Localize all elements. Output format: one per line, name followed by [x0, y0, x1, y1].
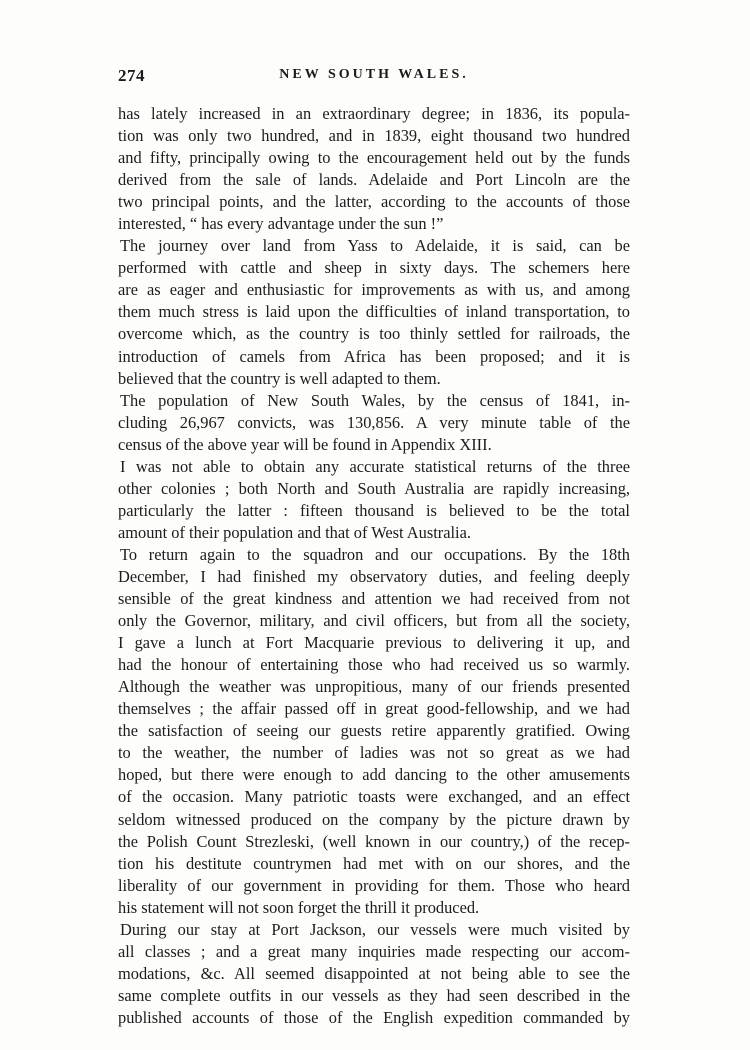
text-line: I was not able to obtain any accurate statistical returns of the three — [120, 456, 630, 476]
text-line: are as eager and enthusiastic for improvements as with us, and among — [118, 280, 630, 300]
text-line: amount of their population and that of West Australia. — [118, 522, 471, 542]
text-line: tion was only two hundred, and in 1839, eight thousand two hundred — [118, 126, 630, 146]
text-line: the Polish Count Strezleski, (well known in our country,) of the recep- — [118, 831, 630, 851]
text-line: To return again to the squadron and our occupations. By the 18th — [120, 544, 630, 564]
text-line: Although the weather was unpropitious, many of our friends presented — [118, 677, 630, 697]
text-line: tion his destitute countrymen had met with on our shores, and the — [118, 853, 630, 873]
text-line: particularly the latter : fifteen thousand is believed to be the total — [118, 500, 630, 520]
text-line: has lately increased in an extraordinary degree; in 1836, its popula- — [118, 104, 630, 123]
text-line: The population of New South Wales, by the census of 1841, in- — [120, 390, 630, 410]
text-line: liberality of our government in providing for them. Those who heard — [118, 875, 630, 895]
text-line: other colonies ; both North and South Australia are rapidly increasing, — [118, 478, 630, 498]
text-line: introduction of camels from Africa has been proposed; and it is — [118, 346, 630, 366]
text-line: themselves ; the affair passed off in great good-fellowship, and we had — [118, 699, 630, 719]
text-line: derived from the sale of lands. Adelaide and Port Lincoln are the — [118, 170, 630, 190]
text-line: believed that the country is well adapted to them. — [118, 368, 441, 388]
text-line: During our stay at Port Jackson, our vessels were much visited by — [120, 919, 630, 939]
text-line: and fifty, principally owing to the encouragement held out by the funds — [118, 148, 630, 168]
page-number: 274 — [118, 66, 145, 85]
page-header — [118, 66, 630, 88]
text-line: sensible of the great kindness and attention we had received from not — [118, 589, 630, 609]
text-line: December, I had finished my observatory duties, and feeling deeply — [118, 566, 630, 586]
text-line: published accounts of those of the English expedition commanded by — [118, 1007, 630, 1027]
text-line: to the weather, the number of ladies was not so great as we had — [118, 743, 630, 763]
text-line: had the honour of entertaining those who had received us so warmly. — [118, 655, 630, 675]
text-line: same complete outfits in our vessels as they had seen described in the — [118, 985, 630, 1005]
text-line: overcome which, as the country is too thinly settled for railroads, the — [118, 324, 630, 344]
text-line: of the occasion. Many patriotic toasts were exchanged, and an effect — [118, 787, 630, 807]
body-text — [118, 103, 630, 1029]
text-line: I gave a lunch at Fort Macquarie previous to delivering it up, and — [118, 633, 630, 653]
text-line: two principal points, and the latter, according to the accounts of those — [118, 192, 630, 212]
text-line: modations, &c. All seemed disappointed at not being able to see the — [118, 963, 630, 983]
text-line: seldom witnessed produced on the company by the picture drawn by — [118, 809, 630, 829]
running-head: NEW SOUTH WALES. — [279, 67, 469, 82]
text-line: all classes ; and a great many inquiries made respecting our accom- — [118, 941, 630, 961]
text-line: cluding 26,967 convicts, was 130,856. A very minute table of the — [118, 412, 630, 432]
text-line: the satisfaction of seeing our guests retire apparently gratified. Owing — [118, 721, 630, 741]
text-line: census of the above year will be found in Appendix XIII. — [118, 434, 492, 454]
text-line: them much stress is laid upon the difficulties of inland transportation, to — [118, 302, 630, 322]
text-line: interested, “ has every advantage under the sun !” — [118, 214, 444, 234]
text-line: performed with cattle and sheep in sixty days. The schemers here — [118, 258, 630, 278]
text-line: The journey over land from Yass to Adelaide, it is said, can be — [120, 236, 630, 256]
text-line: hoped, but there were enough to add dancing to the other amusements — [118, 765, 630, 785]
text-line: only the Governor, military, and civil officers, but from all the society, — [118, 611, 630, 631]
text-line: his statement will not soon forget the thrill it produced. — [118, 897, 480, 917]
